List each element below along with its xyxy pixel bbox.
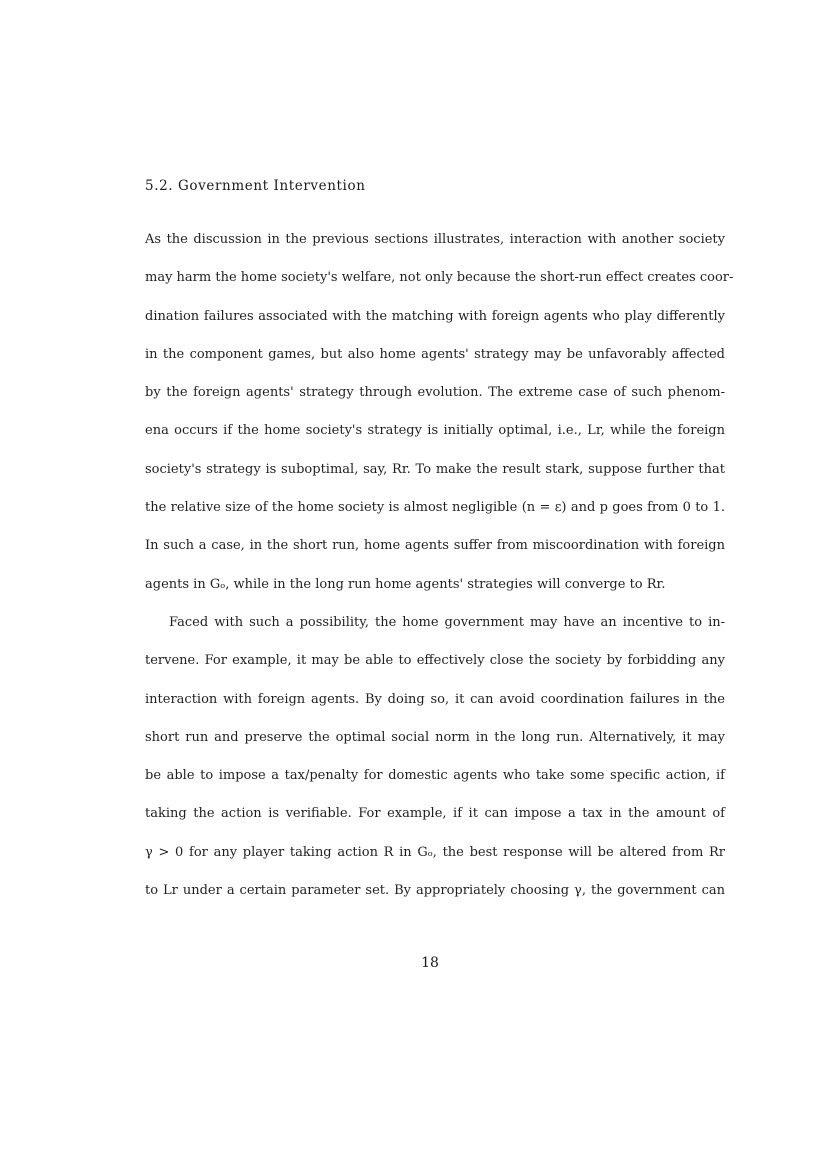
text-line: γ > 0 for any player taking action R in Gₒ, the best response will be altered from Rr <box>145 844 725 860</box>
paragraph-1 <box>145 221 734 604</box>
text-line: Faced with such a possibility, the home government may have an incentive to in- <box>169 614 725 630</box>
text-line: short run and preserve the optimal social norm in the long run. Alternatively, it may <box>145 729 725 745</box>
text-line: by the foreign agents' strategy through evolution. The extreme case of such phenom- <box>145 385 725 401</box>
text-line: in the component games, but also home agents' strategy may be unfavorably affected <box>145 346 725 362</box>
text-line: taking the action is verifiable. For example, if it can impose a tax in the amount of <box>145 806 725 822</box>
text-line: be able to impose a tax/penalty for domestic agents who take some specific action, if <box>145 768 725 784</box>
text-line: As the discussion in the previous sections illustrates, interaction with another society <box>145 232 725 247</box>
text-line: society's strategy is suboptimal, say, Rr. To make the result stark, suppose further that <box>145 461 725 477</box>
text-line: interaction with foreign agents. By doing so, it can avoid coordination failures in the <box>145 691 725 707</box>
body-text <box>145 221 734 910</box>
text-line: dination failures associated with the matching with foreign agents who play differently <box>145 308 725 324</box>
paragraph-2 <box>145 604 725 910</box>
text-line: tervene. For example, it may be able to effectively close the society by forbidding any <box>145 653 725 669</box>
text-line: In such a case, in the short run, home agents suffer from miscoordination with foreign <box>145 538 725 554</box>
section-heading: 5.2. Government Intervention <box>145 178 366 194</box>
text-line: the relative size of the home society is almost negligible (n = ε) and p goes from 0 to 1. <box>145 500 725 516</box>
text-line: may harm the home society's welfare, not only because the short-run effect creates coor- <box>145 270 734 286</box>
page-number: 18 <box>421 955 439 971</box>
text-line: to Lr under a certain parameter set. By appropriately choosing γ, the government can <box>145 883 725 899</box>
text-line: ena occurs if the home society's strategy is initially optimal, i.e., Lr, while the foreign <box>145 423 725 439</box>
text-line: agents in Gₒ, while in the long run home agents' strategies will converge to Rr. <box>145 576 666 592</box>
